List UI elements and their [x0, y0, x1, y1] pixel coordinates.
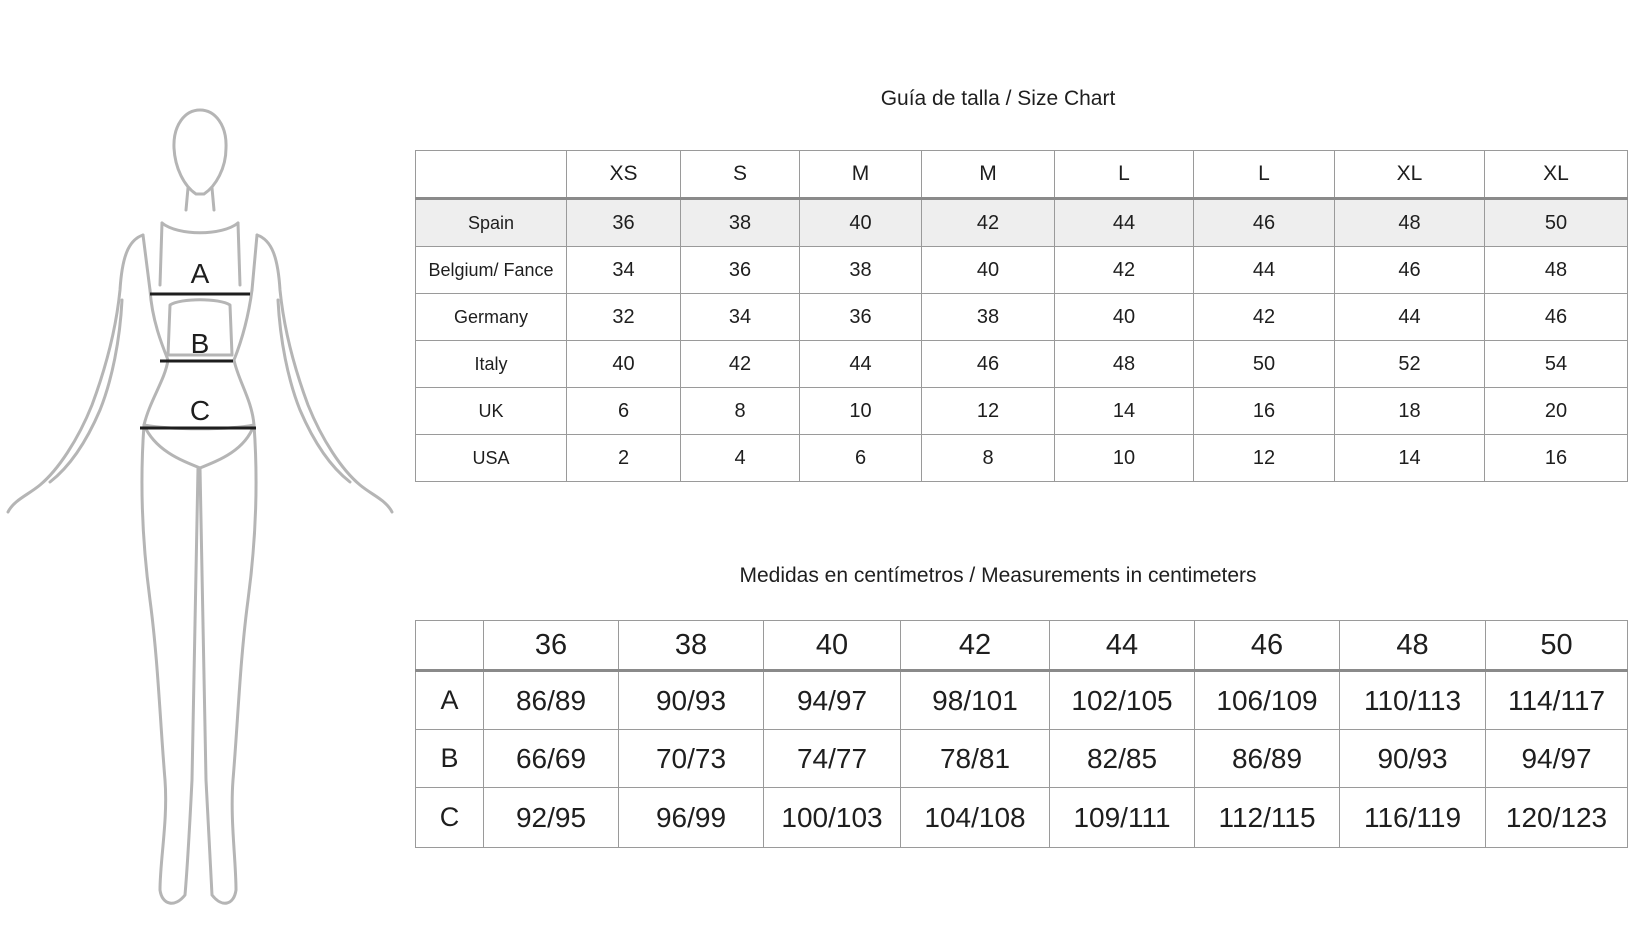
table-cell: 100/103 — [764, 788, 901, 848]
table-cell: 120/123 — [1486, 788, 1628, 848]
table-cell: 42 — [1194, 294, 1335, 341]
table-cell: 6 — [567, 388, 681, 435]
table-cell: 34 — [567, 247, 681, 294]
measurements-header-corner — [416, 621, 484, 671]
figure-label-b: B — [190, 328, 210, 359]
table-cell: 14 — [1055, 388, 1194, 435]
table-cell: 86/89 — [484, 671, 619, 730]
measurements-row-c — [416, 788, 1628, 848]
measurements-row-a — [416, 671, 1628, 730]
table-cell: 12 — [922, 388, 1055, 435]
measurements-col-header: 38 — [619, 621, 764, 671]
size-col-header: L — [1194, 151, 1335, 199]
table-cell: 50 — [1485, 199, 1628, 247]
table-cell: 112/115 — [1195, 788, 1340, 848]
measurements-col-header: 42 — [901, 621, 1050, 671]
table-cell: 14 — [1335, 435, 1485, 482]
figure-left-leg — [142, 425, 198, 903]
table-cell: 38 — [922, 294, 1055, 341]
table-cell: 46 — [1194, 199, 1335, 247]
table-cell: 10 — [800, 388, 922, 435]
table-cell: 40 — [1055, 294, 1194, 341]
size-chart-title: Guía de talla / Size Chart — [880, 87, 1116, 110]
table-cell: 104/108 — [901, 788, 1050, 848]
table-cell: 44 — [1055, 199, 1194, 247]
size-row-belgium-france — [416, 247, 1628, 294]
table-cell: 96/99 — [619, 788, 764, 848]
table-cell: 110/113 — [1340, 671, 1486, 730]
size-row-usa — [416, 435, 1628, 482]
table-cell: 46 — [1335, 247, 1485, 294]
table-cell: 82/85 — [1050, 730, 1195, 788]
table-cell: 116/119 — [1340, 788, 1486, 848]
table-cell: 44 — [1194, 247, 1335, 294]
size-col-header: S — [681, 151, 800, 199]
table-cell: 90/93 — [619, 671, 764, 730]
table-cell: 109/111 — [1050, 788, 1195, 848]
row-label: USA — [416, 435, 567, 482]
table-cell: 48 — [1335, 199, 1485, 247]
size-header-corner — [416, 151, 567, 199]
measurements-title: Medidas en centímetros / Measurements in centimeters — [739, 564, 1257, 587]
table-cell: 16 — [1194, 388, 1335, 435]
size-row-uk — [416, 388, 1628, 435]
size-col-header: XS — [567, 151, 681, 199]
measurements-table — [415, 620, 1628, 848]
measurements-col-header: 48 — [1340, 621, 1486, 671]
table-cell: 46 — [1485, 294, 1628, 341]
size-row-germany — [416, 294, 1628, 341]
body-figure-illustration — [0, 95, 410, 920]
measurements-col-header: 40 — [764, 621, 901, 671]
table-cell: 38 — [800, 247, 922, 294]
row-label: Germany — [416, 294, 567, 341]
table-cell: 106/109 — [1195, 671, 1340, 730]
table-cell: 40 — [567, 341, 681, 388]
table-cell: 54 — [1485, 341, 1628, 388]
table-cell: 46 — [922, 341, 1055, 388]
figure-left-arm — [8, 235, 143, 512]
table-cell: 42 — [922, 199, 1055, 247]
size-col-header: M — [800, 151, 922, 199]
row-label: Belgium/ Fance — [416, 247, 567, 294]
measurements-col-header: 44 — [1050, 621, 1195, 671]
size-row-spain — [416, 199, 1628, 247]
row-label: C — [416, 788, 484, 848]
table-cell: 18 — [1335, 388, 1485, 435]
table-cell: 8 — [681, 388, 800, 435]
table-cell: 48 — [1485, 247, 1628, 294]
table-cell: 94/97 — [764, 671, 901, 730]
table-cell: 34 — [681, 294, 800, 341]
table-cell: 44 — [800, 341, 922, 388]
table-cell: 16 — [1485, 435, 1628, 482]
figure-label-c: C — [189, 395, 211, 426]
table-cell: 20 — [1485, 388, 1628, 435]
table-cell: 52 — [1335, 341, 1485, 388]
row-label: Italy — [416, 341, 567, 388]
table-cell: 38 — [681, 199, 800, 247]
table-cell: 42 — [1055, 247, 1194, 294]
measurements-header-row — [416, 621, 1628, 671]
table-cell: 10 — [1055, 435, 1194, 482]
size-col-header: XL — [1335, 151, 1485, 199]
table-cell: 48 — [1055, 341, 1194, 388]
table-cell: 12 — [1194, 435, 1335, 482]
size-chart-table — [415, 150, 1628, 482]
table-cell: 44 — [1335, 294, 1485, 341]
measurements-col-header: 50 — [1486, 621, 1628, 671]
table-cell: 70/73 — [619, 730, 764, 788]
table-cell: 40 — [800, 199, 922, 247]
table-cell: 98/101 — [901, 671, 1050, 730]
size-row-italy — [416, 341, 1628, 388]
size-col-header: L — [1055, 151, 1194, 199]
table-cell: 32 — [567, 294, 681, 341]
figure-bodice — [162, 223, 238, 233]
figure-label-a: A — [190, 258, 210, 289]
table-cell: 90/93 — [1340, 730, 1486, 788]
table-cell: 36 — [681, 247, 800, 294]
size-col-header: M — [922, 151, 1055, 199]
table-cell: 42 — [681, 341, 800, 388]
row-label: Spain — [416, 199, 567, 247]
figure-head — [174, 110, 226, 194]
figure-right-arm — [257, 235, 392, 512]
table-cell: 36 — [567, 199, 681, 247]
table-cell: 6 — [800, 435, 922, 482]
table-cell: 74/77 — [764, 730, 901, 788]
figure-right-leg — [200, 425, 256, 903]
measurements-col-header: 36 — [484, 621, 619, 671]
row-label: UK — [416, 388, 567, 435]
table-cell: 40 — [922, 247, 1055, 294]
table-cell: 50 — [1194, 341, 1335, 388]
table-cell: 92/95 — [484, 788, 619, 848]
table-cell: 94/97 — [1486, 730, 1628, 788]
figure-hips — [144, 425, 254, 468]
table-cell: 36 — [800, 294, 922, 341]
table-cell: 114/117 — [1486, 671, 1628, 730]
table-cell: 2 — [567, 435, 681, 482]
table-cell: 8 — [922, 435, 1055, 482]
table-cell: 86/89 — [1195, 730, 1340, 788]
size-col-header: XL — [1485, 151, 1628, 199]
table-cell: 78/81 — [901, 730, 1050, 788]
row-label: A — [416, 671, 484, 730]
size-header-row — [416, 151, 1628, 199]
table-cell: 102/105 — [1050, 671, 1195, 730]
table-cell: 4 — [681, 435, 800, 482]
measurements-row-b — [416, 730, 1628, 788]
row-label: B — [416, 730, 484, 788]
table-cell: 66/69 — [484, 730, 619, 788]
measurements-col-header: 46 — [1195, 621, 1340, 671]
